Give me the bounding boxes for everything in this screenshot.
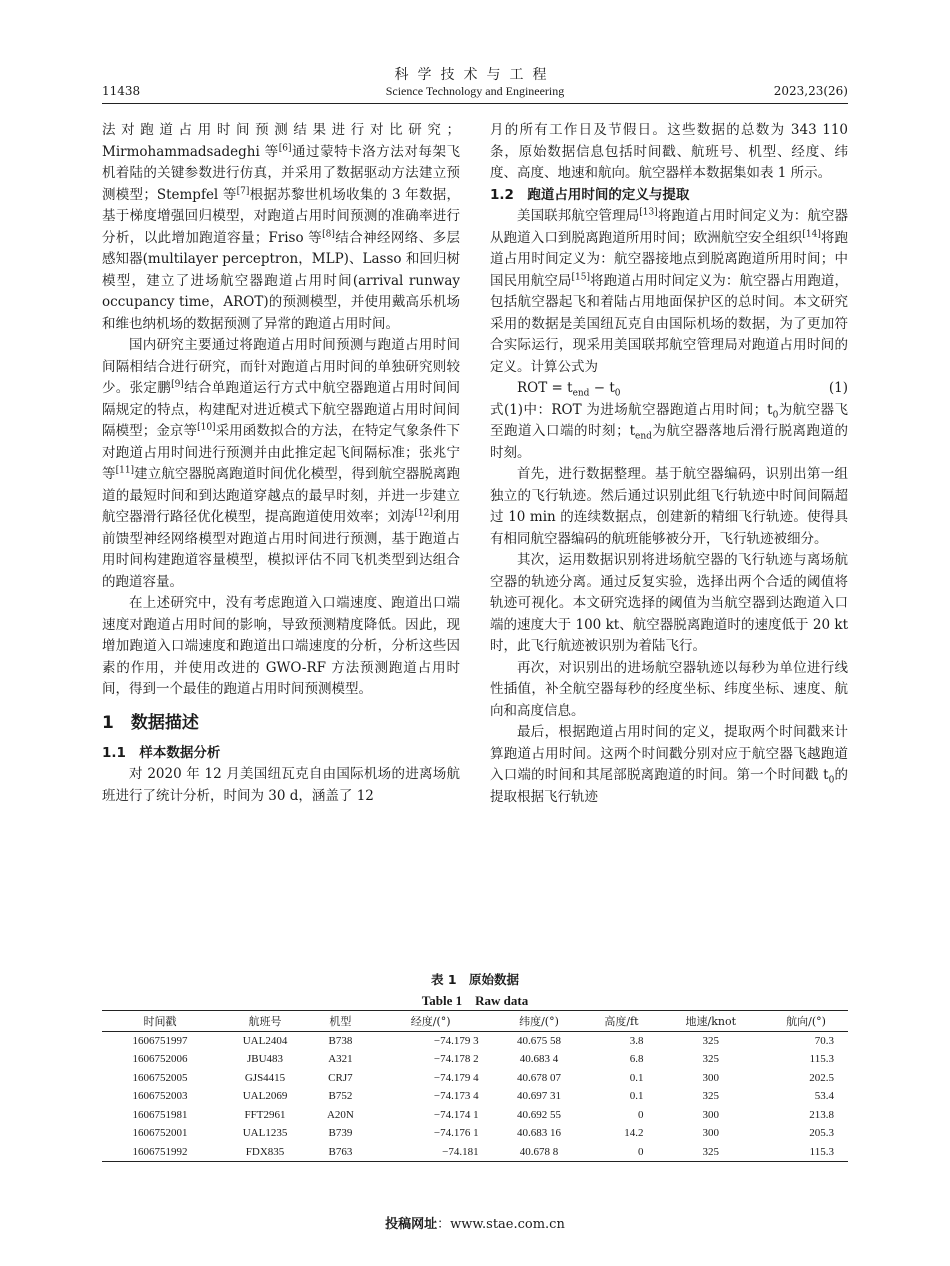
table-caption-en: Table 1 Raw data <box>421 993 529 1008</box>
table-row <box>102 1106 848 1125</box>
paragraph: 对 2020 年 12 月美国纽瓦克自由国际机场的进离场航班进行了统计分析，时间为 30 d，涵盖了 12 <box>102 766 460 804</box>
table-cell: GJS4415 <box>244 1071 286 1084</box>
paragraph: 其次，运用数据识别将进场航空器的飞行轨迹与离场航空器的轨迹分离。通过反复实验，选择出两个合适的阈值将轨迹可视化。本文研究选择的阈值为当航空器到达跑道入口端的速度大于 100 kt、航空器脱离跑道时的速度低于 20 kt 时，此飞行航迹被识别为着陆飞行。 <box>490 552 848 654</box>
section-heading: 1 数据描述 <box>102 712 199 733</box>
table-cell: 205.3 <box>809 1127 834 1140</box>
table-cell: −74.178 2 <box>433 1053 479 1066</box>
paragraph: 首先，进行数据整理。基于航空器编码，识别出第一组独立的飞行轨迹。然后通过识别此组飞行轨迹中时间间隔超过 10 min 的连续数据点，创建新的精细飞行轨迹。使得具有相同航空器编码的航班能够被分开，飞行轨迹被细分。 <box>490 466 848 547</box>
table-row <box>102 1087 848 1106</box>
paragraph: 在上述研究中，没有考虑跑道入口端速度、跑道出口端速度对跑道占用时间的影响，导致预测精度降低。因此，现增加跑道入口端速度和跑道出口端速度的分析，分析这些因素的作用，并使用改进的 GWO-RF 方法预测跑道占用时间，得到一个最佳的跑道占用时间预测模型。 <box>102 595 460 697</box>
table-cell: 40.675 58 <box>516 1035 561 1047</box>
table-cell: 1606752005 <box>132 1071 188 1084</box>
paragraph: 最后，根据跑道占用时间的定义，提取两个时间戳来计算跑道占用时间。这两个时间戳分别对应于航空器飞越跑道入口端的时间和其尾部脱离跑道的时间。第一个时间戳 $t_0$的提取根据飞行轨迹 <box>490 724 849 805</box>
table-row <box>102 1050 848 1069</box>
table-cell: 325 <box>702 1035 720 1047</box>
table-cell: 300 <box>702 1108 720 1121</box>
running-header <box>102 84 848 102</box>
table-cell: B752 <box>328 1090 353 1103</box>
table-cell: 40.683 16 <box>516 1127 561 1140</box>
table-cell: −74.179 4 <box>433 1071 479 1084</box>
column-header: 机型 <box>312 1011 369 1032</box>
table-cell: −74.174 1 <box>433 1108 479 1121</box>
table-cell: −74.173 4 <box>433 1090 479 1103</box>
table-cell: 70.3 <box>814 1035 834 1047</box>
table-cell: 1606752003 <box>132 1090 188 1103</box>
table-cell: 14.2 <box>624 1127 644 1140</box>
equation-body: ROT = $t_{end} - t_0$ <box>517 380 621 399</box>
journal-title-cn: 科学技术与工程 <box>394 67 556 83</box>
table-cell: 53.4 <box>814 1090 834 1103</box>
table-cell: UAL1235 <box>242 1127 288 1140</box>
equation <box>490 378 848 400</box>
raw-data-table <box>102 1010 848 1162</box>
subsection-heading: 1.1 样本数据分析 <box>102 744 221 761</box>
paragraph: 法对跑道占用时间预测结果进行对比研究；Mirmohammadsadeghi 等[6]通过蒙特卡洛方法对每架飞机着陆的关键参数进行仿真，并采用了数据驱动方法建立预测模型；Stempfel 等[7]根据苏黎世机场收集的 3 年数据，基于梯度增强回归模型，对跑道占用时间预测的准确率进行分析，以此增加跑道容量；Friso 等[8]结合神经网络、多层感知器(multilayer perceptron，MLP)、Lasso 和回归树模型，建立了进场航空器跑道占用时间(arrival runway occupancy time，AROT)的预测模型，并使用戴高乐机场和维也纳机场的数据预测了异常的跑道占用时间。 <box>102 122 461 332</box>
table-row <box>102 1143 848 1162</box>
table-cell: CRJ7 <box>328 1071 353 1084</box>
table-cell: 202.5 <box>809 1071 834 1084</box>
table-cell: 213.8 <box>809 1108 834 1121</box>
paragraph: 国内研究主要通过将跑道占用时间预测与跑道占用时间间隔相结合进行研究，而针对跑道占用时间的单独研究则较少。张定鹏[9]结合单跑道运行方式中航空器跑道占用时间间隔规定的特点，构建配对进近模式下航空器跑道占用时间间隔模型；金京等[10]采用函数拟合的方法，在特定气象条件下对跑道占用时间进行预测并由此推定起飞间隔标准；张兆宁等[11]建立航空器脱离跑道时间优化模型，得到航空器脱离跑道的最短时间和到达跑道穿越点的最早时刻，并进一步建立航空器滑行路径优化模型，提高跑道使用效率；刘涛[12]利用前馈型神经网络模型对跑道占用时间进行预测，基于跑道占用时间构建跑道容量模型，模拟评估不同飞机类型到达组合的跑道容量。 <box>102 337 461 590</box>
table-cell: 40.678 8 <box>493 1143 586 1162</box>
table-cell: 1606752006 <box>132 1053 188 1066</box>
journal-title-en: Science Technology and Engineering <box>385 84 565 98</box>
table-cell: 325 <box>702 1053 720 1066</box>
table-cell: 0.1 <box>629 1071 644 1084</box>
table-cell: 3.8 <box>629 1035 644 1047</box>
table-cell: 0 <box>585 1143 657 1162</box>
table-cell: 40.678 07 <box>516 1071 561 1084</box>
column-header: 高度/ft <box>585 1011 657 1032</box>
column-header: 地速/knot <box>658 1011 765 1032</box>
paragraph: 月的所有工作日及节假日。这些数据的总数为 343 110 条，原始数据信息包括时间戳、航班号、机型、经度、纬度、高度、地速和航向。航空器样本数据集如表 1 所示。 <box>490 122 848 181</box>
table-row <box>102 1032 848 1051</box>
table-cell: 1606751981 <box>132 1108 188 1121</box>
footer <box>0 1213 950 1232</box>
table-cell: A321 <box>328 1053 353 1066</box>
table-cell: UAL2069 <box>242 1090 288 1103</box>
table-cell: −74.181 <box>369 1143 493 1162</box>
table-header-row <box>102 1011 848 1032</box>
left-column <box>102 120 460 807</box>
header-divider <box>102 103 848 104</box>
column-header: 航班号 <box>218 1011 312 1032</box>
table-cell: −74.176 1 <box>433 1127 479 1140</box>
table-cell: 115.3 <box>809 1053 834 1066</box>
table-cell: 40.697 31 <box>516 1090 561 1103</box>
table-cell: 300 <box>702 1127 720 1140</box>
column-header: 时间戳 <box>102 1011 218 1032</box>
table-cell: 1606751997 <box>132 1035 188 1047</box>
column-header: 航向/(°) <box>764 1011 848 1032</box>
table-cell: −74.179 3 <box>433 1035 479 1047</box>
table-caption-cn: 表 1 原始数据 <box>430 972 520 987</box>
table-row <box>102 1124 848 1143</box>
page-number: 11438 <box>102 84 141 98</box>
issue-info: 2023,23(26) <box>773 84 848 98</box>
table-cell: 0 <box>638 1108 644 1121</box>
table-cell: B763 <box>312 1143 369 1162</box>
table-cell: A20N <box>326 1108 354 1121</box>
table-cell: 1606751992 <box>102 1143 218 1162</box>
paragraph: 美国联邦航空管理局[13]将跑道占用时间定义为：航空器从跑道入口到脱离跑道所用时间；欧洲航空安全组织[14]将跑道占用时间定义为：航空器接地点到脱离跑道所用时间；中国民用航空局[15]将跑道占用时间定义为：航空器占用跑道，包括航空器起飞和着陆占用地面保护区的总时间。本文研究采用的数据是美国纽瓦克自由国际机场的数据，为了更加符合实际运行，现采用美国联邦航空管理局对跑道占用时间的定义。计算公式为 <box>490 207 849 375</box>
paragraph: 式(1)中：ROT 为进场航空器跑道占用时间；$t_0$为航空器飞至跑道入口端的时刻；$t_{end}$为航空器落地后滑行脱离跑道的时刻。 <box>490 401 848 461</box>
footer-label: 投稿网址 <box>385 1217 438 1232</box>
table-cell: FDX835 <box>218 1143 312 1162</box>
right-column <box>490 120 848 808</box>
table-cell: 325 <box>658 1143 765 1162</box>
table-cell: 300 <box>702 1071 720 1084</box>
paragraph: 再次，对识别出的进场航空器轨迹以每秒为单位进行线性插值，补全航空器每秒的经度坐标、纬度坐标、速度、航向和高度信息。 <box>490 659 848 719</box>
column-header: 经度/(°) <box>369 1011 493 1032</box>
equation-number: (1) <box>828 380 848 396</box>
table-cell: 1606752001 <box>132 1127 188 1140</box>
table-cell: B739 <box>328 1127 353 1140</box>
table-row <box>102 1069 848 1088</box>
table-cell: 40.692 55 <box>516 1108 561 1121</box>
table-cell: FFT2961 <box>244 1108 286 1121</box>
table-cell: UAL2404 <box>242 1035 288 1047</box>
table-cell: JBU483 <box>246 1053 284 1066</box>
table-cell: 40.683 4 <box>519 1053 559 1066</box>
subsection-heading: 1.2 跑道占用时间的定义与提取 <box>490 186 690 203</box>
table-cell: 115.3 <box>764 1143 848 1162</box>
table-cell: 6.8 <box>629 1053 644 1066</box>
footer-url: ：www.stae.com.cn <box>437 1217 565 1232</box>
table-cell: 325 <box>702 1090 720 1103</box>
column-header: 纬度/(°) <box>493 1011 586 1032</box>
table-cell: B738 <box>328 1035 353 1047</box>
table-cell: 0.1 <box>629 1090 644 1103</box>
